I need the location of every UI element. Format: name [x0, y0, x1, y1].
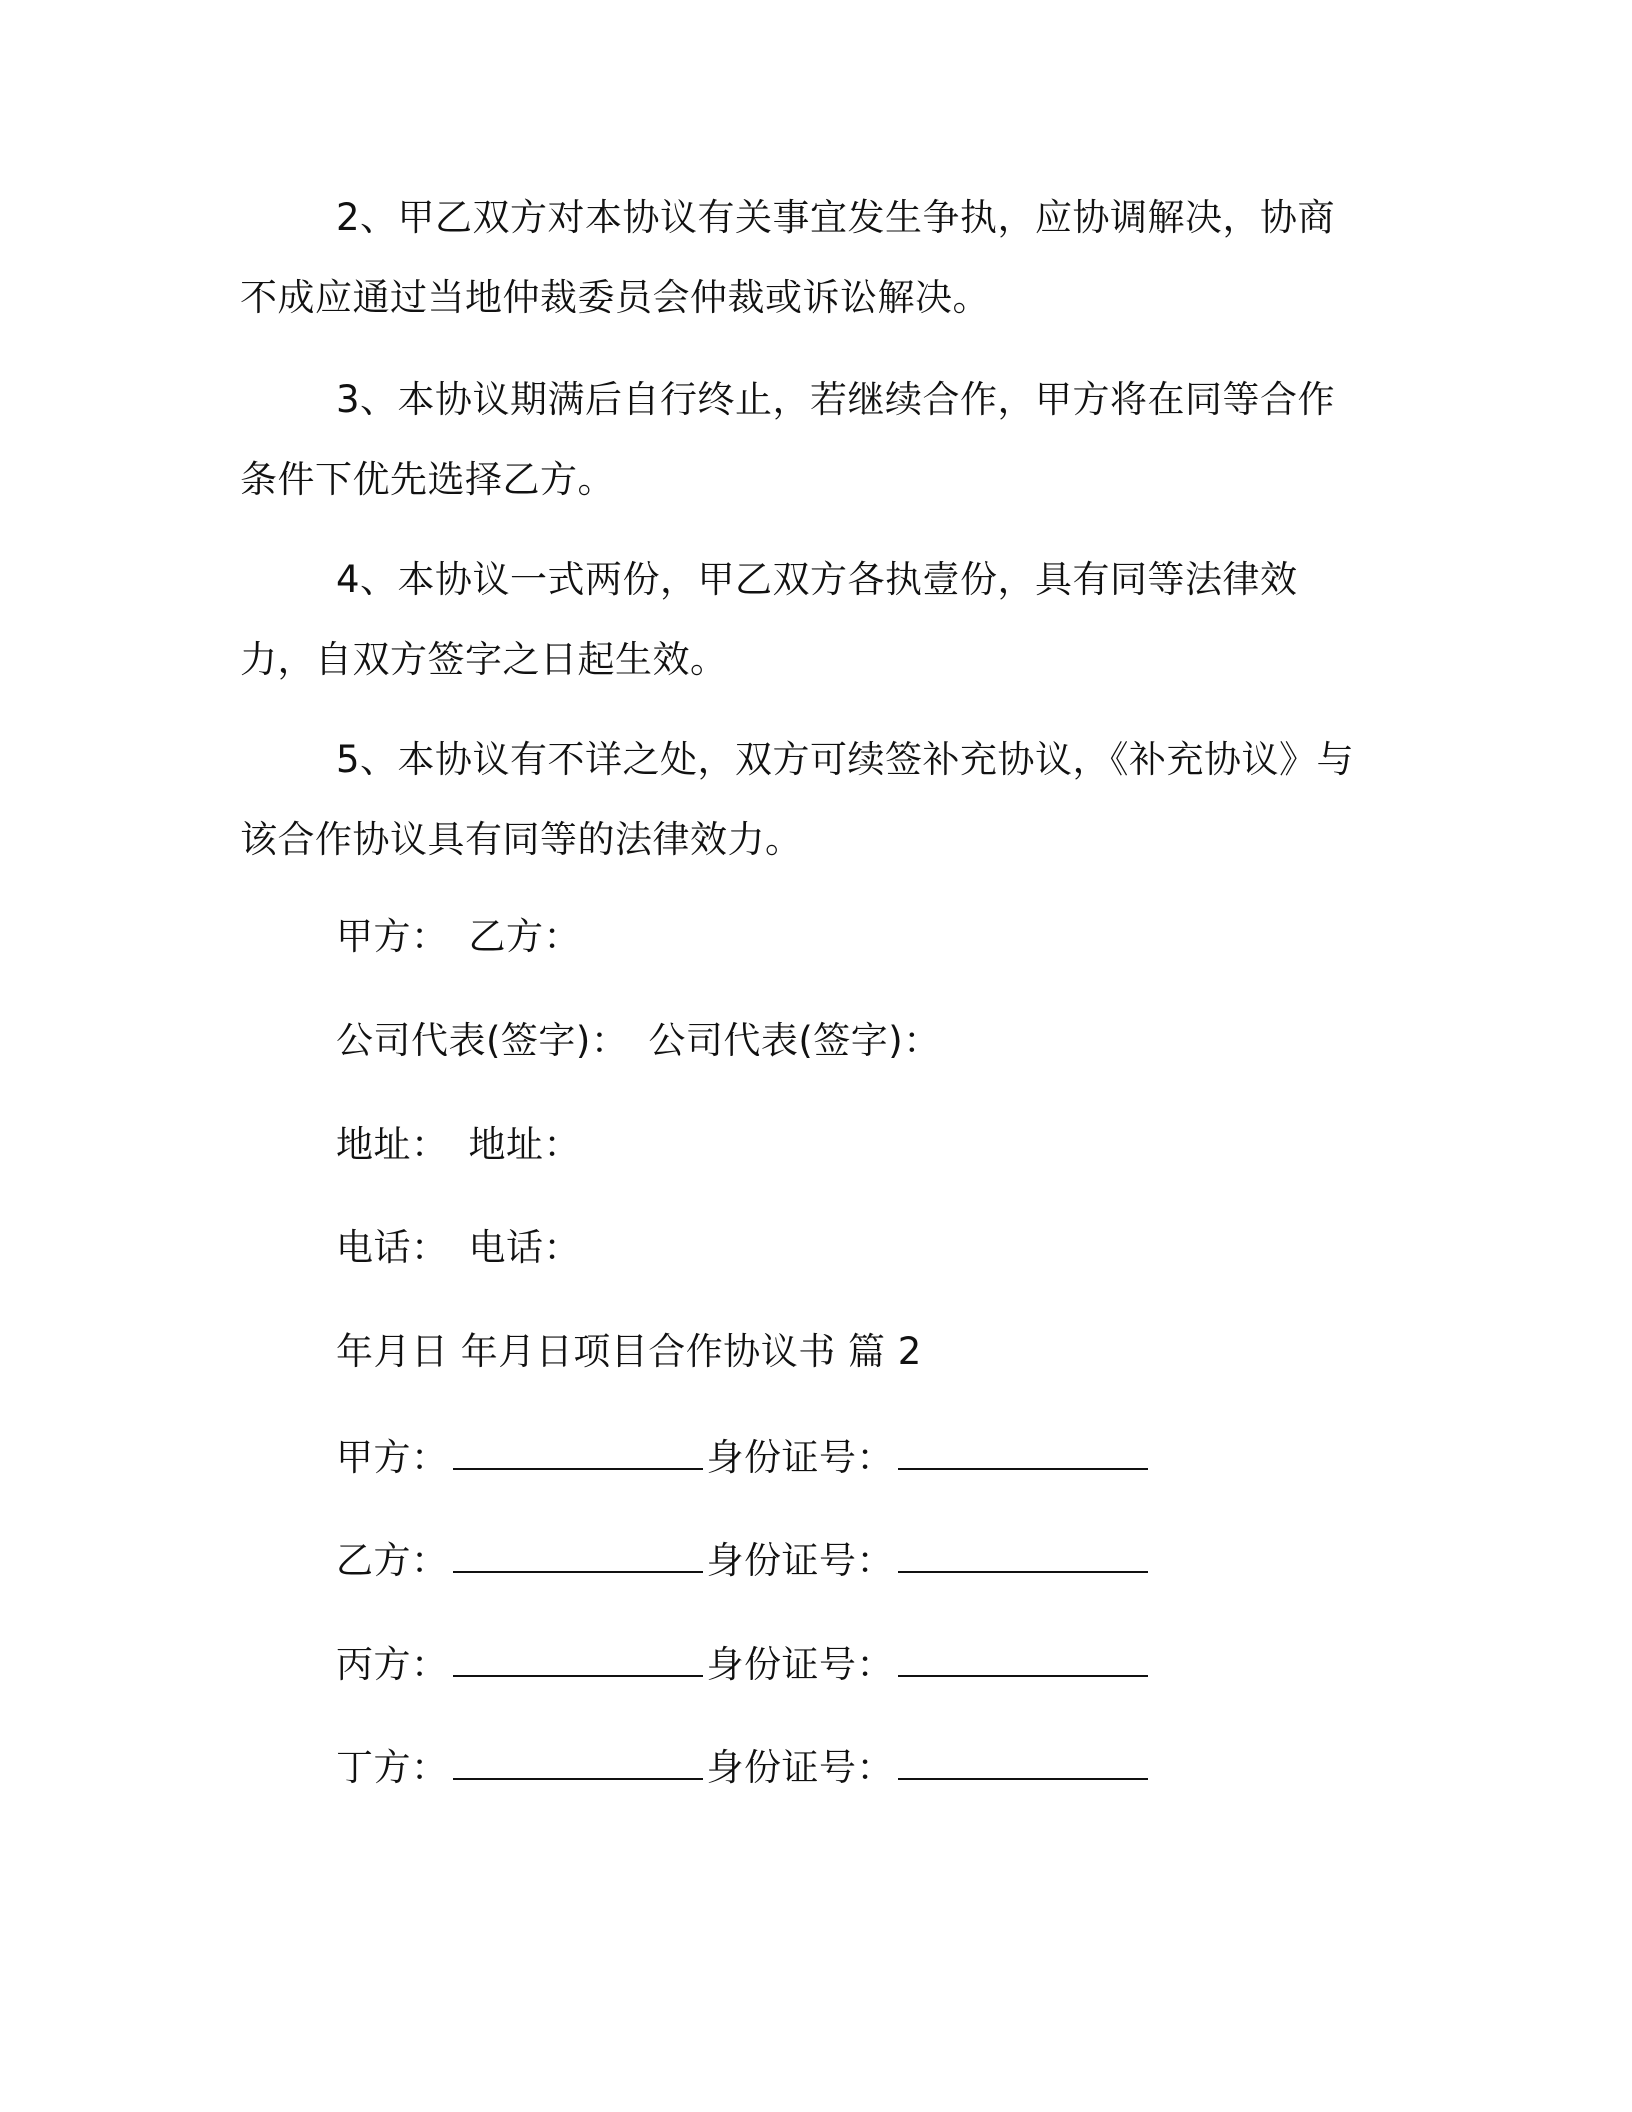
phone-b-label: 电话：: [468, 1226, 581, 1269]
party-row: [336, 1743, 1152, 1793]
party-row: [336, 1433, 1152, 1483]
clause-3: 3、本协议期满后自行终止，若继续合作，甲方将在同等合作条件下优先选择乙方。: [240, 378, 1336, 501]
address-b-label: 地址：: [468, 1123, 581, 1166]
id-blank[interactable]: [898, 1537, 1148, 1573]
id-label: 身份证号：: [706, 1539, 894, 1582]
party-a-label: 甲方：: [336, 915, 449, 958]
signature-address-row: [336, 1120, 581, 1170]
rep-b-label: 公司代表(签字)：: [648, 1019, 941, 1062]
name-blank[interactable]: [453, 1744, 703, 1780]
party-label: 丁方：: [336, 1746, 449, 1789]
date-title-line: 年月日 年月日项目合作协议书 篇 2: [336, 1330, 922, 1373]
party-label: 乙方：: [336, 1539, 449, 1582]
id-label: 身份证号：: [706, 1436, 894, 1479]
party-row: [336, 1536, 1152, 1586]
party-row: [336, 1640, 1152, 1690]
phone-a-label: 电话：: [336, 1226, 449, 1269]
clause-2: 2、甲乙双方对本协议有关事宜发生争执，应协调解决，协商不成应通过当地仲裁委员会仲裁或诉讼解决。: [240, 196, 1336, 319]
address-a-label: 地址：: [336, 1123, 449, 1166]
id-blank[interactable]: [898, 1744, 1148, 1780]
clause-4: 4、本协议一式两份，甲乙双方各执壹份，具有同等法律效力，自双方签字之日起生效。: [240, 558, 1298, 681]
name-blank[interactable]: [453, 1537, 703, 1573]
signature-phone-row: [336, 1223, 581, 1273]
signature-rep-row: [336, 1016, 941, 1066]
party-b-label: 乙方：: [468, 915, 581, 958]
party-label: 甲方：: [336, 1436, 449, 1479]
rep-a-label: 公司代表(签字)：: [336, 1019, 629, 1062]
name-blank[interactable]: [453, 1641, 703, 1677]
party-label: 丙方：: [336, 1643, 449, 1686]
signature-party-row: [336, 912, 581, 962]
name-blank[interactable]: [453, 1434, 703, 1470]
clause-5: 5、本协议有不详之处，双方可续签补充协议，《补充协议》与该合作协议具有同等的法律效力。: [240, 738, 1355, 861]
id-label: 身份证号：: [706, 1746, 894, 1789]
id-blank[interactable]: [898, 1641, 1148, 1677]
id-blank[interactable]: [898, 1434, 1148, 1470]
id-label: 身份证号：: [706, 1643, 894, 1686]
